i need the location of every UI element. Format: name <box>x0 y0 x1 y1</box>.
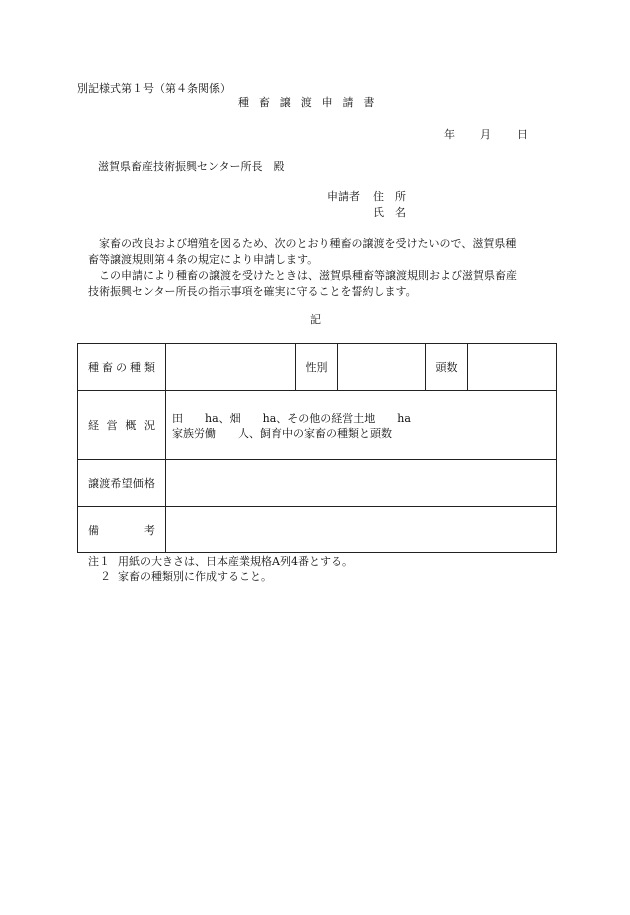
date-day: 日 <box>517 128 528 141</box>
table-row-remarks <box>78 507 557 553</box>
application-table <box>77 343 557 553</box>
note-text: 用紙の大きさは、日本産業規格A列4番とする。 <box>118 555 353 568</box>
breed-label: 種畜の種類 <box>78 344 166 391</box>
body-line: 技術振興センター所長の指示事項を確実に守ることを誓約します。 <box>88 285 417 298</box>
breed-field[interactable] <box>166 344 296 391</box>
management-label: 経営概況 <box>78 391 166 460</box>
table-row-breed <box>78 344 557 391</box>
count-field[interactable] <box>468 344 557 391</box>
count-label: 頭数 <box>426 344 468 391</box>
sex-label: 性別 <box>296 344 338 391</box>
remarks-label: 備考 <box>78 507 166 553</box>
body-paragraph-1 <box>88 236 573 268</box>
notes <box>88 554 353 584</box>
form-title: 種畜譲渡申請書 <box>238 96 385 109</box>
sex-field[interactable] <box>338 344 426 391</box>
price-label: 譲渡希望価格 <box>78 460 166 507</box>
applicant-label: 申請者 <box>327 190 360 203</box>
remarks-field[interactable] <box>166 507 557 553</box>
date-month: 月 <box>480 128 491 141</box>
price-field[interactable] <box>166 460 557 507</box>
body-line: 畜等譲渡規則第４条の規定により申請します。 <box>88 253 319 266</box>
management-field[interactable] <box>166 391 557 460</box>
date-year: 年 <box>444 128 455 141</box>
form-number: 別記様式第１号（第４条関係） <box>77 82 231 95</box>
table-row-management <box>78 391 557 460</box>
name-label: 氏 名 <box>373 206 406 219</box>
management-line-1: 田 ha、畑 ha、その他の経営土地 ha <box>172 412 411 425</box>
management-line-2: 家族労働 人、飼育中の家畜の種類と頭数 <box>172 427 392 440</box>
note-number: 注１ <box>88 555 110 568</box>
body-line: 家畜の改良および増殖を図るため、次のとおり種畜の譲渡を受けたいので、滋賀県種 <box>99 237 517 250</box>
ki-heading: 記 <box>310 313 321 326</box>
note-number: ２ <box>100 570 111 583</box>
body-line: この申請により種畜の譲渡を受けたときは、滋賀県種畜等譲渡規則および滋賀県畜産 <box>99 269 517 282</box>
body-paragraph-2 <box>88 268 573 300</box>
address-label: 住 所 <box>373 190 406 203</box>
table-row-price <box>78 460 557 507</box>
note-item <box>88 569 353 584</box>
note-item <box>88 554 353 569</box>
addressee: 滋賀県畜産技術振興センター所長 殿 <box>98 160 285 173</box>
note-text: 家畜の種類別に作成すること。 <box>118 570 272 583</box>
